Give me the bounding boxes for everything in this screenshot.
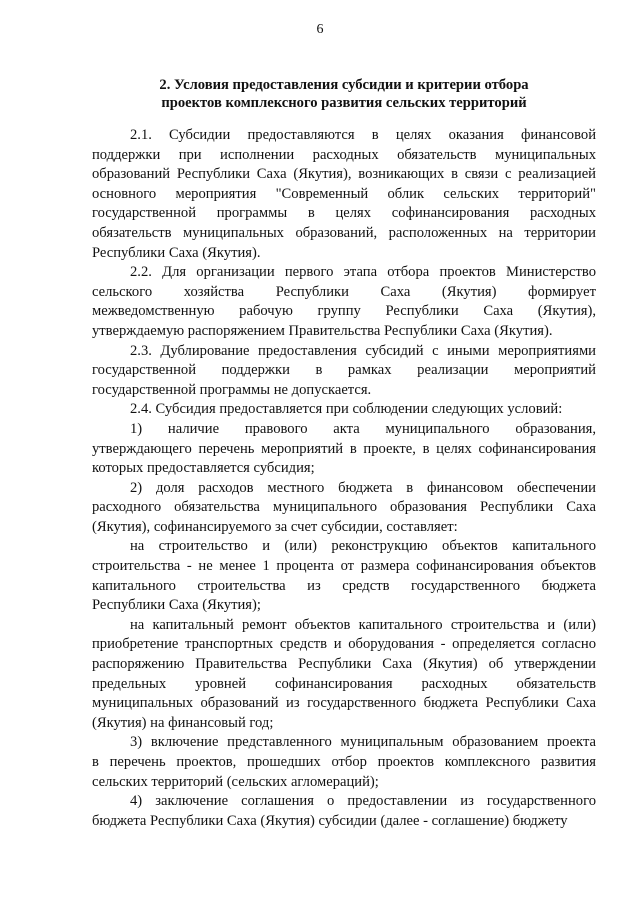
paragraph-line: утверждающего перечень мероприятий в проекте, в целях софинансирования xyxy=(92,440,596,457)
paragraph xyxy=(92,479,596,538)
paragraph-line: 2.3. Дублирование предоставления субсидий с иными мероприятиями xyxy=(130,342,596,359)
paragraph-line: приобретение транспортных средств и оборудования - определяется согласно xyxy=(92,636,596,653)
paragraph-line: предельных уровней софинансирования расходных обязательств xyxy=(92,675,596,692)
paragraph-line: поддержки при исполнении расходных обязательств муниципальных xyxy=(92,146,596,163)
paragraph-line: в перечень проектов, прошедших отбор проектов комплексного развития xyxy=(92,754,596,770)
paragraph-line: 3) включение представленного муниципальным образованием проекта xyxy=(130,734,596,751)
paragraph xyxy=(92,126,596,263)
paragraph xyxy=(92,616,596,734)
paragraph-line: государственной программы в целях софинансирования расходных xyxy=(92,205,596,222)
section-title-line-1: 2. Условия предоставления субсидии и критерии отбора xyxy=(159,77,529,93)
paragraph-line: бюджета Республики Саха (Якутия) субсидии (далее - соглашение) бюджету xyxy=(92,812,568,829)
paragraph-line: 2.4. Субсидия предоставляется при соблюдении следующих условий: xyxy=(130,401,563,418)
paragraph-line: основного мероприятия "Современный облик сельских территорий" xyxy=(92,185,596,202)
paragraph-line: 2.1. Субсидии предоставляются в целях оказания финансовой xyxy=(130,127,596,143)
paragraph-line: сельского хозяйства Республики Саха (Якутия) формирует xyxy=(92,283,596,300)
paragraph-line: государственной поддержки в рамках реализации мероприятий xyxy=(92,362,596,379)
paragraph xyxy=(92,342,596,401)
paragraph-line: расходного обязательства муниципального образования Республики Саха xyxy=(92,499,596,516)
paragraph xyxy=(92,537,596,615)
paragraph-line: обязательств муниципальных образований, расположенных на территории xyxy=(92,224,596,241)
paragraph-line: 4) заключение соглашения о предоставлении из государственного xyxy=(130,793,596,810)
paragraph-line: утверждаемую распоряжением Правительства Республики Саха (Якутия). xyxy=(92,322,553,339)
paragraph xyxy=(92,792,596,831)
paragraph-line: 2) доля расходов местного бюджета в финансовом обеспечении xyxy=(130,479,596,496)
paragraph xyxy=(92,263,596,341)
paragraph-line: образований Республики Саха (Якутия), возникающих в связи с реализацией xyxy=(92,166,596,183)
paragraph-line: государственной программы не допускается. xyxy=(92,381,372,398)
paragraph-line: межведомственную рабочую группу Республики Саха (Якутия), xyxy=(92,303,596,320)
paragraph-line: муниципальных образований из государственного бюджета Республики Саха xyxy=(92,695,596,712)
paragraph-line: Республики Саха (Якутия); xyxy=(92,597,261,614)
paragraph xyxy=(92,400,596,420)
paragraph-line: строительства - не менее 1 процента от размера софинансирования объектов xyxy=(92,558,596,575)
paragraph-line: на строительство и (или) реконструкцию объектов капитального xyxy=(130,538,596,555)
paragraph-line: 2.2. Для организации первого этапа отбора проектов Министерство xyxy=(130,264,596,281)
paragraph-line: (Якутия), софинансируемого за счет субсидии, составляет: xyxy=(92,518,458,535)
paragraph-line: (Якутия) на финансовый год; xyxy=(92,714,274,731)
page-number: 6 xyxy=(316,22,324,37)
paragraph-line: на капитальный ремонт объектов капитального строительства и (или) xyxy=(130,616,596,633)
paragraph-line: Республики Саха (Якутия). xyxy=(92,244,261,261)
body-text xyxy=(92,126,596,831)
paragraph-line: сельских территорий (сельских агломераций); xyxy=(92,773,379,790)
paragraph-line: 1) наличие правового акта муниципального образования, xyxy=(130,420,596,437)
section-title-line-2: проектов комплексного развития сельских территорий xyxy=(161,95,527,111)
paragraph-line: которых предоставляется субсидия; xyxy=(92,460,315,477)
paragraph xyxy=(92,420,596,479)
paragraph-line: капитального строительства из средств государственного бюджета xyxy=(92,577,596,594)
section-title xyxy=(92,76,596,112)
paragraph xyxy=(92,733,596,792)
paragraph-line: распоряжению Правительства Республики Саха (Якутия) об утверждении xyxy=(92,656,596,673)
